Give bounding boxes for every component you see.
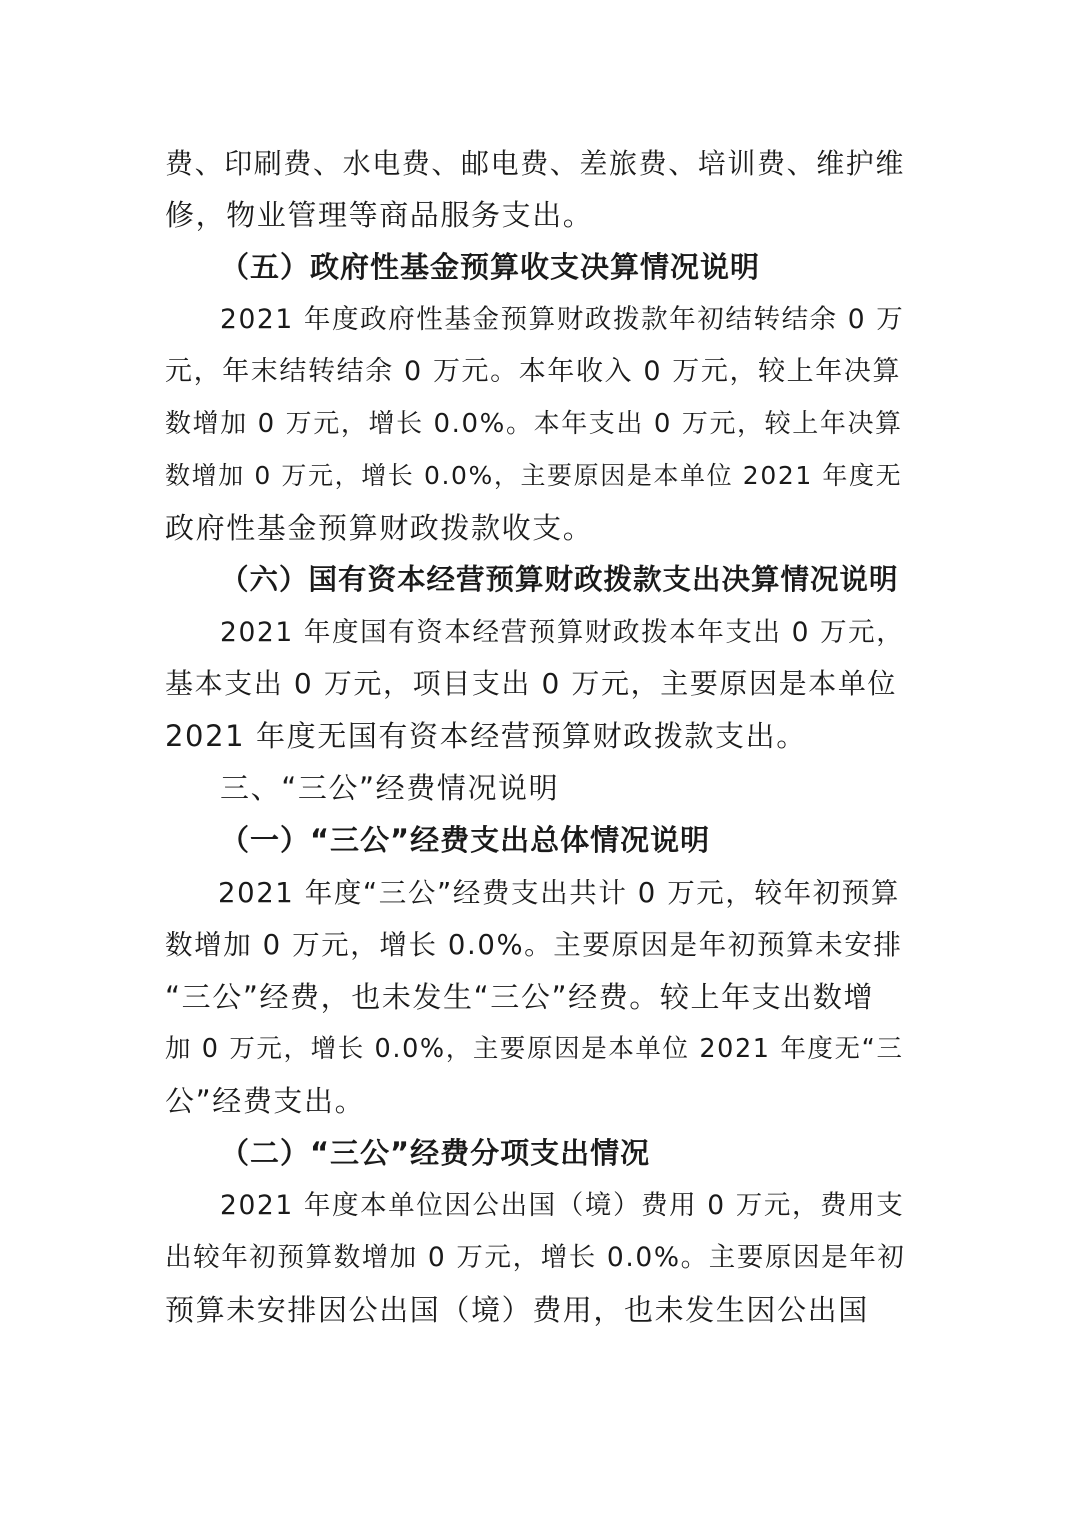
paragraph-line: 2021 年度无国有资本经营预算财政拨款支出。 xyxy=(165,719,807,753)
paragraph-line: 2021 年度政府性基金预算财政拨款年初结转结余 0 万 xyxy=(220,304,905,335)
paragraph-line: 政府性基金预算财政拨款收支。 xyxy=(165,511,594,545)
paragraph-line: 费、印刷费、水电费、邮电费、差旅费、培训费、维护维 xyxy=(165,147,906,180)
paragraph-line: 预算未安排因公出国（境）费用，也未发生因公出国 xyxy=(165,1293,869,1327)
paragraph-line: 数增加 0 万元，增长 0.0%，主要原因是本单位 2021 年度无 xyxy=(165,461,903,490)
paragraph-line: 2021 年度国有资本经营预算财政拨本年支出 0 万元， xyxy=(220,617,905,648)
paragraph-line: 数增加 0 万元，增长 0.0%。本年支出 0 万元，较上年决算 xyxy=(165,409,903,439)
paragraph-line: 修，物业管理等商品服务支出。 xyxy=(165,198,594,232)
paragraph-line: 加 0 万元，增长 0.0%，主要原因是本单位 2021 年度无“三 xyxy=(165,1034,904,1064)
paragraph-line: 元，年末结转结余 0 万元。本年收入 0 万元，较上年决算 xyxy=(165,356,902,387)
section-heading: （一）“三公”经费支出总体情况说明 xyxy=(220,823,711,857)
paragraph-line: 2021 年度“三公”经费支出共计 0 万元，较年初预算 xyxy=(218,877,900,909)
paragraph-line: 数增加 0 万元，增长 0.0%。主要原因是年初预算未安排 xyxy=(165,929,903,961)
section-heading: （六）国有资本经营预算财政拨款支出决算情况说明 xyxy=(220,563,899,596)
section-heading: （二）“三公”经费分项支出情况 xyxy=(220,1136,651,1170)
paragraph-line: 出较年初预算数增加 0 万元，增长 0.0%。主要原因是年初 xyxy=(165,1242,906,1273)
paragraph-line: 2021 年度本单位因公出国（境）费用 0 万元，费用支 xyxy=(220,1190,905,1221)
chapter-heading: 三、“三公”经费情况说明 xyxy=(220,771,560,805)
paragraph-line: 基本支出 0 万元，项目支出 0 万元，主要原因是本单位 xyxy=(165,667,898,700)
paragraph-line: 公”经费支出。 xyxy=(165,1084,366,1118)
section-heading: （五）政府性基金预算收支决算情况说明 xyxy=(220,250,761,284)
paragraph-line: “三公”经费，也未发生“三公”经费。较上年支出数增 xyxy=(165,980,875,1014)
